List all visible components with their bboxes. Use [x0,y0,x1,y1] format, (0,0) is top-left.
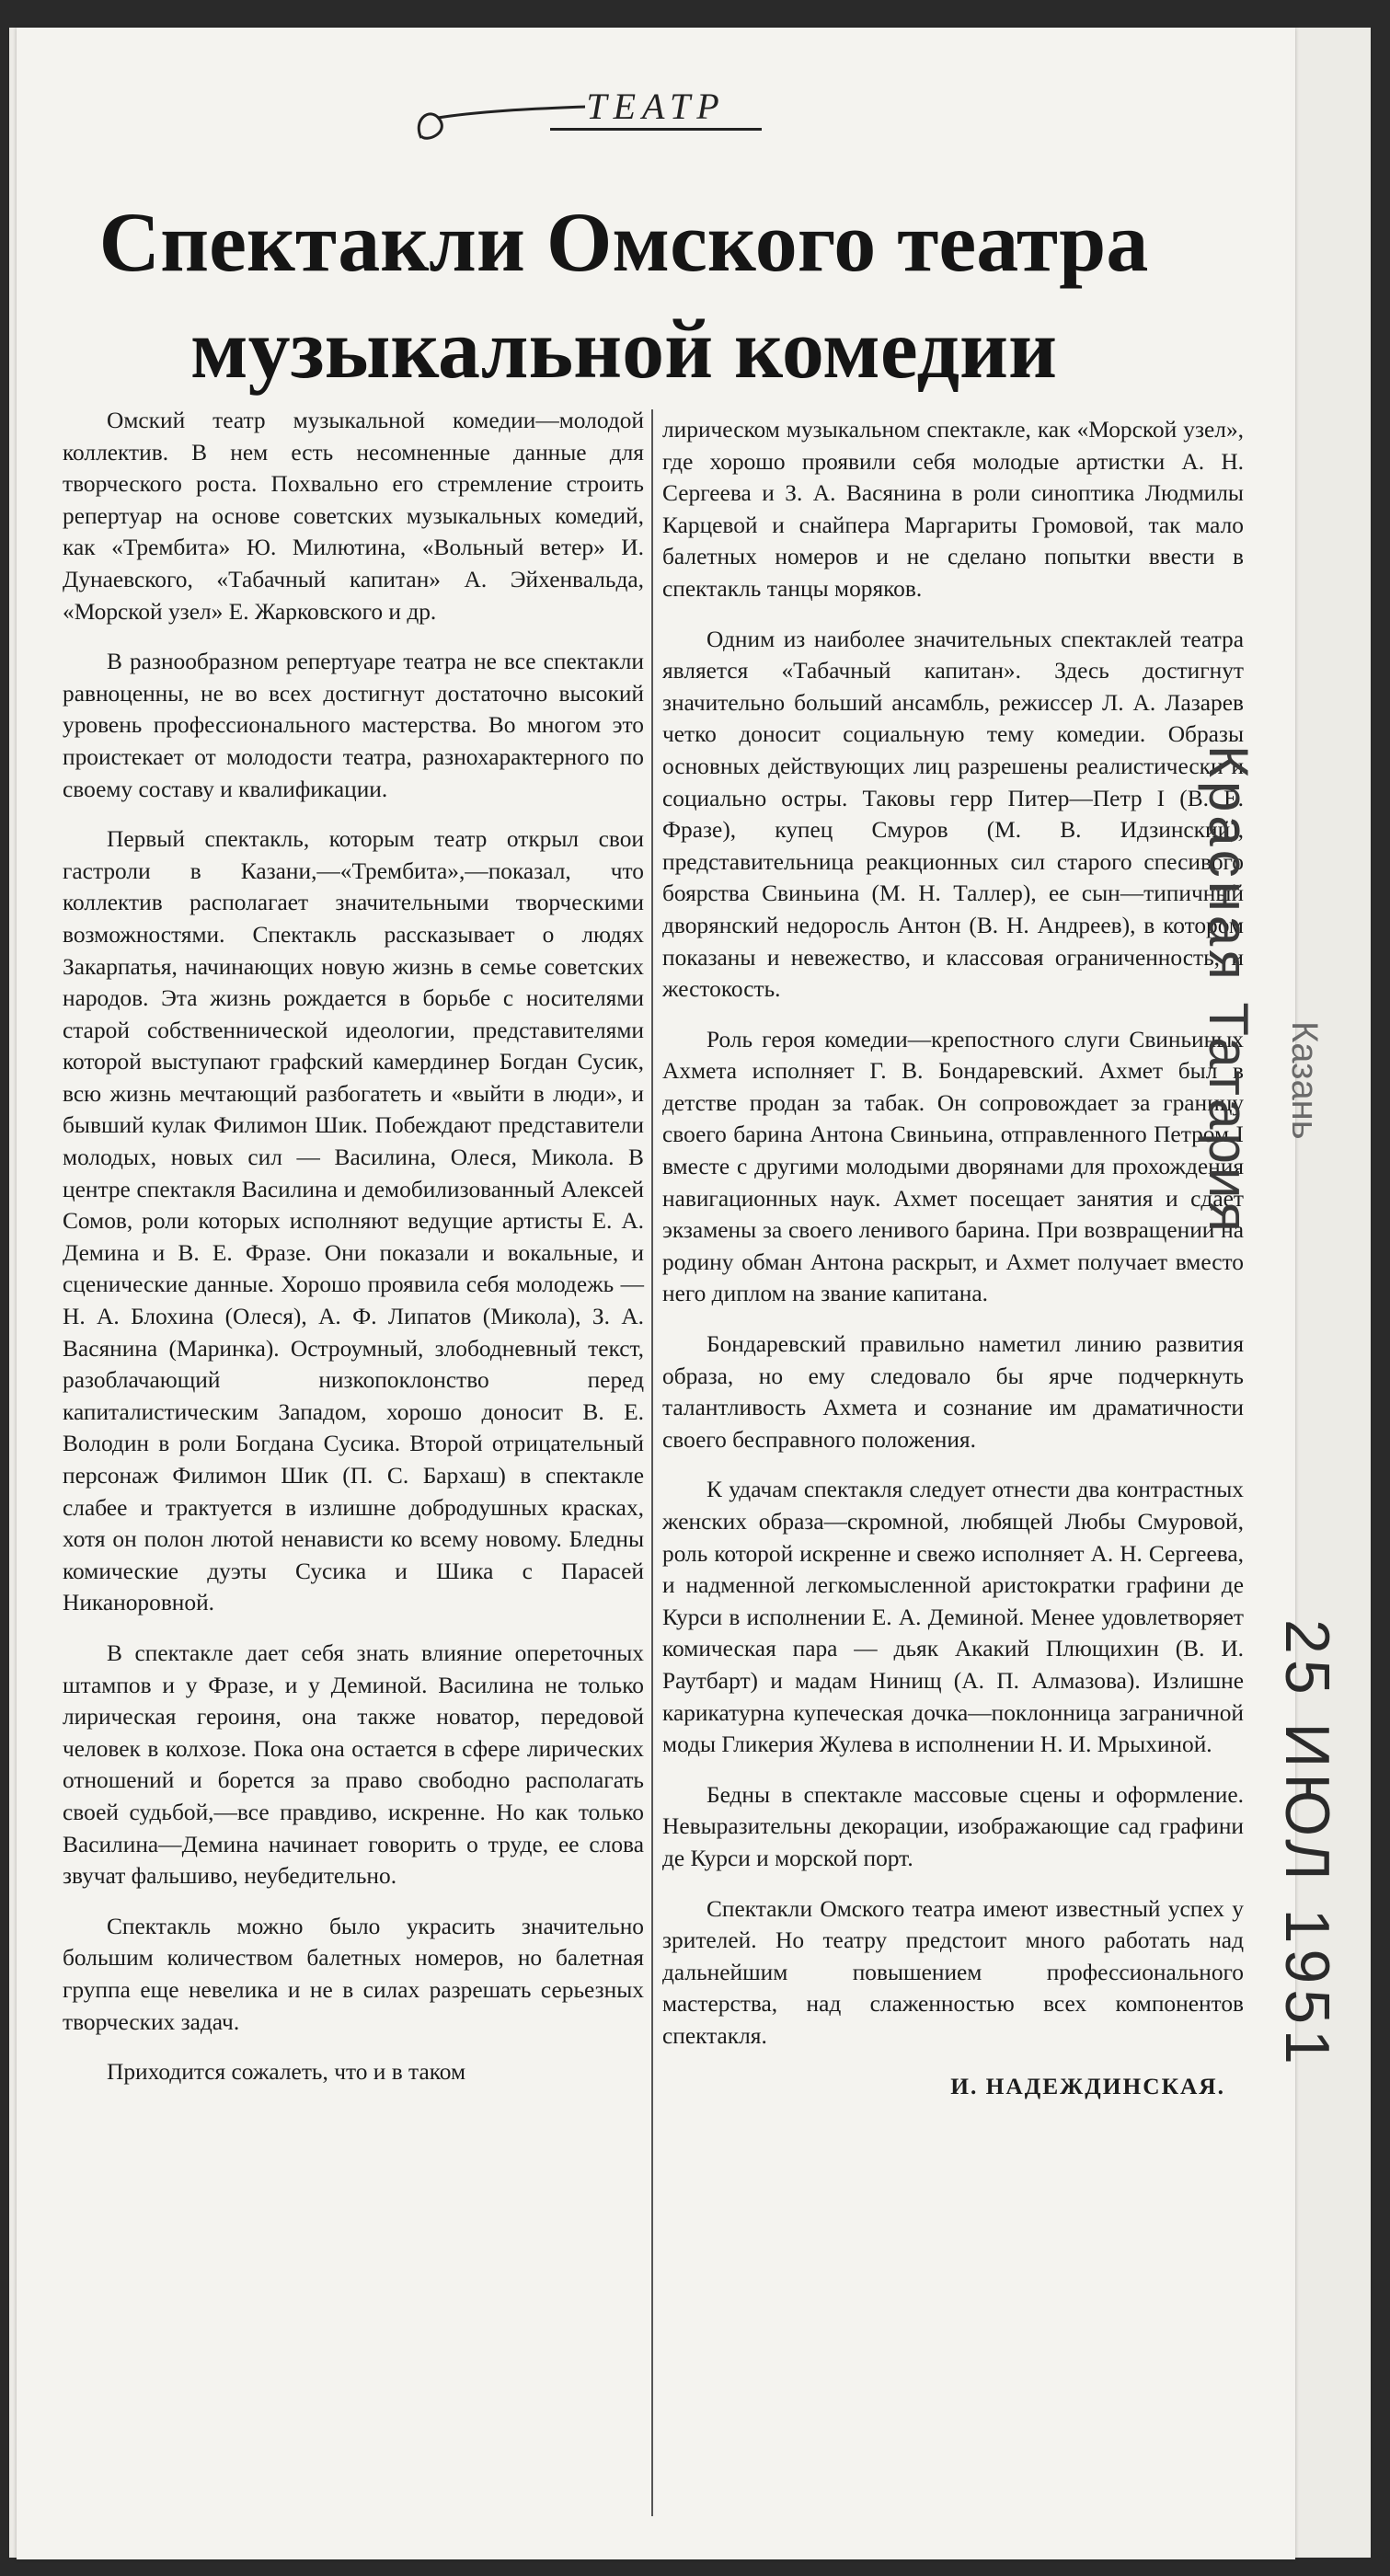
article-headline [72,189,1176,402]
section-rubric: ТЕАТР [550,85,762,131]
paragraph: Бедны в спектакле массовые сцены и оформление. Невыразительны декорации, изображающие сад графини де Курси и морской порт. [662,1781,1244,1871]
right-column [662,414,1244,2121]
paragraph: К удачам спектакля следует отнести два контрастных женских образа—скромной, любящей Любы Смуровой, роль которой искренне и свежо исполняет А. Н. Сергеева, и надменной легкомысленной аристократки графини де Курси в исполнении Е. А. Деминой. Менее удовлетворяет комическая пара — дьяк Акакий Плющихин (В. И. Раутбарт) и мадам Нинищ (А. П. Алмазова). Излишне карикатурна купеческая дочка—поклонница заграничной моды Гликерия Жулева в исполнении Н. И. Мрыхиной. [662,1477,1244,1758]
paragraph: Первый спектакль, которым театр открыл свои гастроли в Казани,—«Трембита»,—показал, что коллектив располагает значительными творческими возможностями. Спектакль рассказывает о людях Закарпатья, начинающих новую жизнь в семье советских народов. Эта жизнь рождается в борьбе с носителями старой собственнической идеологии, представителями которой выступают графский камердинер Богдан Сусик, всю жизнь мечтающий разбогатеть и «выйти в люди», и бывший кулак Филимон Шик. Побеждают представители молодых, новых сил — Василина, Олеся, Микола. В центре спектакля Василина и демобилизованный Алексей Сомов, роли которых исполняют ведущие артисты Е. А. Демина и В. Е. Фразе. Они показали и вокальные, и сценические данные. Хорошо проявила себя молодежь — Н. А. Блохина (Олеся), А. Ф. Липатов (Микола), З. А. Васянина (Маринка). Остроумный, злободневный текст, разоблачающий низкопоклонство перед капиталистическим Западом, хорошо доносит В. Е. Володин в роли Богдана Сусика. Второй отрицательный персонаж Филимон Шик (П. С. Бархаш) в спектакле слабее и трактуется в излишне добродушных красках, хотя он полон лютой ненависти ко всему новому. Бледны комические дуэты Сусика и Шика с Парасей Никаноровной. [63,826,644,1616]
date-stamp: 25 ИЮЛ 1951 [1272,1619,1342,2070]
paragraph: Бондаревский правильно наметил линию развития образа, но ему следовало бы ярче подчеркнуть талантливость Ахмета и сознание им драматичности своего бесправного положения. [662,1331,1244,1453]
paragraph: Спектакли Омского театра имеют известный успех у зрителей. Но театру предстоит много работать над дальнейшим повышением профессионального мастерства, над слаженностью всех компонентов спектакля. [662,1895,1244,2049]
author-signature: И. НАДЕЖДИНСКАЯ. [950,2073,1225,2099]
newspaper-stamp: Красная Татария [1198,745,1259,1236]
column-divider [651,409,653,2516]
city-stamp: Казань [1284,1021,1325,1140]
scan-background [9,28,1371,2558]
paragraph: Спектакль можно было украсить значительно большим количеством балетных номеров, но балетная группа еще невелика и не в силах разрешать серьезных творческих задач. [63,1913,644,2035]
paragraph: Приходится сожалеть, что и в таком [107,2059,466,2086]
newspaper-clipping [17,28,1295,2559]
paragraph: Одним из наиболее значительных спектаклей театра является «Табачный капитан». Здесь достигнут значительно больший ансамбль, режиссер Л. А. Лазарев четко доносит социальную тему комедии. Образы основных действующих лиц разрешены реалистически и социально остры. Таковы герр Питер—Петр I (В. Е. Фразе), купец Смуров (М. В. Идзинский), представительница реакционных сил старого спесивого боярства Свиньина (М. Н. Таллер), ее сын—типичный дворянский недоросль Антон (В. Н. Андреев), в котором показаны и невежество, и классовая ограниченность, и жестокость. [662,626,1244,1003]
left-column [63,405,644,2107]
headline-line-2: музыкальной комедии [190,302,1058,396]
paragraph: В разнообразном репертуаре театра не все спектакли равноценны, не во всех достигнут достаточно высокий уровень профессионального мастерства. Во многом это проистекает от молодости театра, разнохарактерного по своему составу и квалификации. [63,649,644,802]
headline-line-1: Спектакли Омского театра [98,195,1149,289]
paragraph: В спектакле дает себя знать влияние опереточных штампов и у Фразе, и у Деминой. Василина не только лирическая героиня, она также новатор, передовой человек в колхозе. Пока она остается в сфере лирических отношений и борется за право свободно располагать своей судьбой,—все правдиво, искренне. Но как только Василина—Демина начинает говорить о труде, ее слова звучат фальшиво, неубедительно. [63,1639,644,1890]
paragraph: лирическом музыкальном спектакле, как «Морской узел», где хорошо проявили себя молодые артистки А. Н. Сергеева и З. А. Васянина в роли синоптика Людмилы Карцевой и снайпера Маргариты Громовой, так мало балетных номеров и не сделано попытки ввести в спектакль танцы моряков. [662,417,1244,602]
paragraph: Омский театр музыкальной комедии—молодой коллектив. В нем есть несомненные данные для творческого роста. Похвально его стремление строить репертуар на основе советских музыкальных комедий, как «Трембита» Ю. Милютина, «Вольный ветер» И. Дунаевского, «Табачный капитан» А. Эйхенвальда, «Морской узел» Е. Жарковского и др. [63,408,644,625]
paragraph: Роль героя комедии—крепостного слуги Свиньиных Ахмета исполняет Г. В. Бондаревский. Ахмет был в детстве продан за табак. Он сопровождает за границу своего барина Антона Свиньина, отправленного Петром I вместе с другими молодыми дворянами для прохождения навигационных наук. Ахмет посещает занятия и сдает экзамены за своего ленивого барина. При возвращении на родину обман Антона раскрыт, и Ахмет получает вместо него диплом на звание капитана. [662,1026,1244,1307]
